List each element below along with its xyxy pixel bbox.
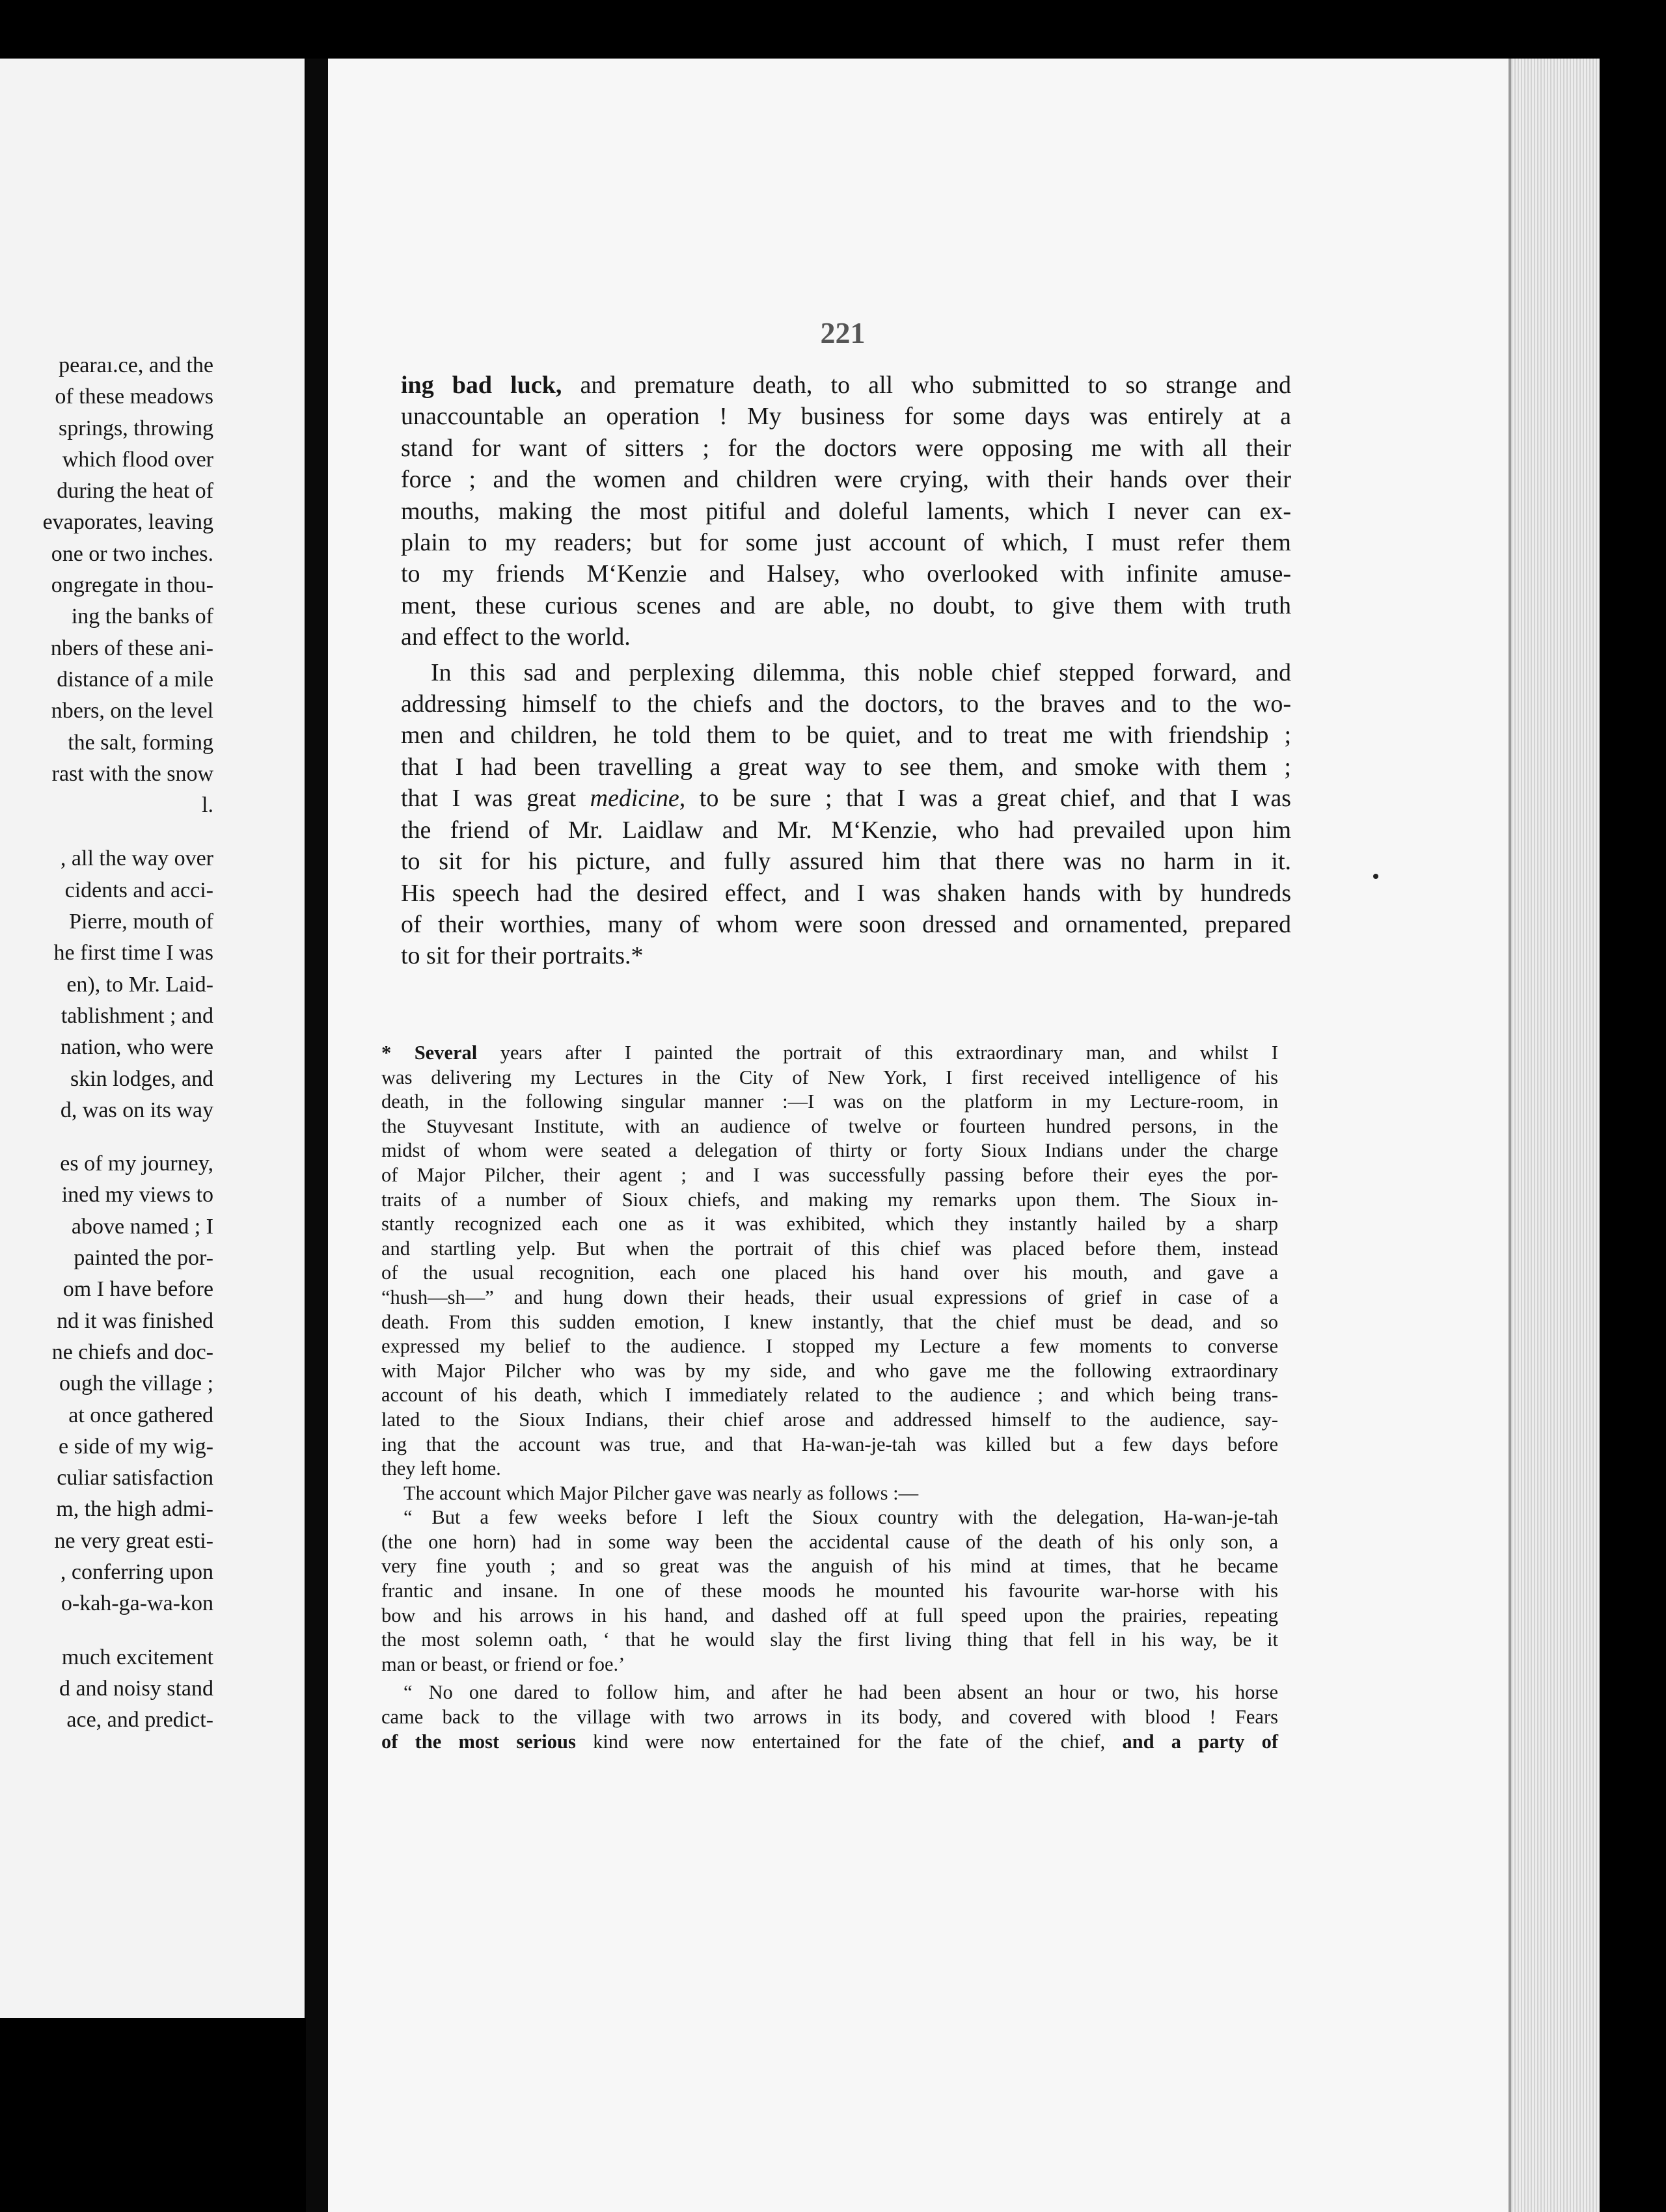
text-line: nation, who were [60,1035,213,1060]
footnote-line: traits of a number of Sioux chiefs, and making my remarks upon them. The Sioux in- [381,1188,1278,1211]
footnote-line: they left home. [381,1457,501,1480]
text-line: nd it was finished [57,1308,213,1333]
paragraph-gap [0,821,213,843]
text-line: men and children, he told them to be quiet, and to treat me with friendship ; [401,722,1291,749]
footnote-line: was delivering my Lectures in the City of New York, I first received intelligence of his [381,1066,1278,1088]
text-line: ment, these curious scenes and are able, no doubt, to give them with truth [401,591,1291,619]
footnote-line: stantly recognized each one as it was exhibited, which they instantly hailed by a sharp [381,1213,1278,1235]
footnote-line: lated to the Sioux Indians, their chief arose and addressed himself to the audience, say- [381,1408,1278,1431]
footnote-line: frantic and insane. In one of these moods he mounted his favourite war-horse with his [381,1580,1278,1602]
text-line: the salt, forming [68,730,213,755]
text-line: which flood over [62,447,213,472]
text-line: l. [202,793,213,818]
footnote-line: “ No one dared to follow him, and after he had been absent an hour or two, his horse [403,1681,1278,1704]
text-line: mouths, making the most pitiful and doleful laments, which I never can ex- [401,497,1291,525]
text-line: tablishment ; and [61,1003,213,1028]
footnote-line: bow and his arrows in his hand, and dashed off at full speed upon the prairies, repeating [381,1604,1278,1626]
footnote-line: and startling yelp. But when the portrait of this chief was placed before them, instead [381,1237,1278,1260]
text-line: that I had been travelling a great way to see them, and smoke with them ; [401,753,1291,781]
scan-border-bottom-left [0,2018,306,2212]
footnote-line: ing that the account was true, and that Ha-wan-je-tah was killed but a few days before [381,1433,1278,1455]
text-line: pearaı.ce, and the [59,353,213,377]
text-line: painted the por- [74,1246,213,1271]
text-line: culiar satisfaction [57,1466,213,1490]
scan-speck [1373,874,1378,879]
text-line: springs, throwing [59,416,213,440]
text-line: d and noisy stand [59,1676,213,1701]
text-line: during the heat of [57,479,213,504]
text-line: o-kah-ga-wa-kon [61,1591,213,1616]
footnote-line: * Several years after I painted the portrait of this extraordinary man, and whilst I [381,1042,1278,1064]
text-line: of these meadows [55,384,213,409]
text-line: ing the banks of [71,604,213,629]
footnote-line: midst of whom were seated a delegation of thirty or forty Sioux Indians under the charge [381,1139,1278,1162]
text-line: unaccountable an operation ! My business for some days was entirely at a [401,403,1291,431]
text-line: to sit for their portraits.* [401,942,644,970]
text-line: plain to my readers; but for some just account of which, I must refer them [401,529,1291,557]
footnote-line: expressed my belief to the audience. I stopped my Lecture a few moments to converse [381,1335,1278,1358]
text-line: m, the high admi- [56,1497,213,1522]
text-line: nbers, on the level [51,699,213,723]
text-line: ace, and predict- [66,1708,213,1733]
text-line: es of my journey, [60,1152,213,1176]
page-edges [1509,59,1602,2212]
footnote-line: “hush—sh—” and hung down their heads, their usual expressions of grief in case of a [381,1286,1278,1308]
text-line: om I have before [62,1277,213,1302]
main-text [401,370,1291,972]
facing-page-left [0,59,311,2018]
footnote-line: the Stuyvesant Institute, with an audience of twelve or fourteen hundred persons, in the [381,1114,1278,1137]
text-line: ne very great esti- [54,1528,213,1553]
text-line: evaporates, leaving [42,510,213,535]
text-line: In this sad and perplexing dilemma, this noble chief stepped forward, and [431,658,1291,686]
text-line: stand for want of sitters ; for the doctors were opposing me with all their [401,434,1291,462]
text-line: skin lodges, and [70,1066,213,1091]
text-line: Pierre, mouth of [69,910,213,934]
text-line: , all the way over [60,846,213,871]
text-line: ing bad luck, and premature death, to all who submitted to so strange and [401,371,1291,399]
text-line: addressing himself to the chiefs and the doctors, to the braves and to the wo- [401,690,1291,718]
text-line: at once gathered [68,1403,213,1427]
footnote-line: (the one horn) had in some way been the accidental cause of the death of his only son, a [381,1530,1278,1553]
text-line: one or two inches. [51,541,213,566]
book-gutter [306,59,331,2212]
footnote-line: man or beast, or friend or foe.’ [381,1652,625,1675]
facing-page-text [0,350,213,1736]
footnote-line: of Major Pilcher, their agent ; and I was successfully passing before their eyes the por- [381,1163,1278,1186]
text-line: to sit for his picture, and fully assured him that there was no harm in it. [401,848,1291,876]
text-line: distance of a mile [57,667,213,692]
text-line: above named ; I [71,1214,213,1239]
scan-border-top [0,0,1666,59]
paragraph-gap [0,1126,213,1148]
scan-border-right [1600,0,1666,2212]
footnote-line: of the most serious kind were now entertained for the fate of the chief, and a party of [381,1730,1279,1753]
text-line: ined my views to [61,1183,213,1207]
text-line: e side of my wig- [59,1434,213,1459]
footnote-line: very fine youth ; and so great was the anguish of his mind at times, that he became [381,1555,1278,1578]
text-line: ongregate in thou- [51,573,213,598]
text-line: much excitement [61,1645,213,1669]
footnote-line: account of his death, which I immediately related to the audience ; and which being trans- [381,1384,1278,1407]
page-number: 221 [820,316,866,349]
text-line: that I was great medicine, to be sure ; that I was a great chief, and that I was [401,785,1291,813]
footnote-line: The account which Major Pilcher gave was nearly as follows :— [403,1481,919,1504]
text-line: nbers of these ani- [50,636,213,660]
footnote [381,1041,1278,1754]
footnote-line: “ But a few weeks before I left the Sioux country with the delegation, Ha-wan-je-tah [403,1506,1278,1529]
text-line: the friend of Mr. Laidlaw and Mr. M‘Kenzie, who had prevailed upon him [401,816,1291,844]
footnote-line: with Major Pilcher who was by my side, and who gave me the following extraordinary [381,1359,1278,1382]
footnote-line: the most solemn oath, ‘ that he would slay the first living thing that fell in his way, be it [381,1628,1278,1651]
text-line: of their worthies, many of whom were soon dressed and ornamented, prepared [401,910,1291,938]
text-line: to my friends M‘Kenzie and Halsey, who overlooked with infinite amuse- [401,560,1291,588]
text-line: , conferring upon [60,1559,213,1584]
paragraph-gap [0,1620,213,1642]
text-line: and effect to the world. [401,623,631,651]
text-line: rast with the snow [51,761,213,786]
text-line: he first time I was [53,941,213,965]
text-line: ne chiefs and doc- [51,1340,213,1364]
footnote-line: of the usual recognition, each one placed his hand over his mouth, and gave a [381,1261,1278,1284]
text-line: cidents and acci- [64,878,213,902]
footnote-line: came back to the village with two arrows in its body, and covered with blood ! Fears [381,1706,1278,1729]
text-line: ough the village ; [59,1371,213,1396]
text-line: en), to Mr. Laid- [66,972,213,997]
footnote-line: death, in the following singular manner :—I was on the platform in my Lecture-room, in [381,1090,1278,1113]
text-line: force ; and the women and children were crying, with their hands over their [401,466,1291,494]
text-line: His speech had the desired effect, and I was shaken hands with by hundreds [401,879,1291,907]
footnote-line: death. From this sudden emotion, I knew instantly, that the chief must be dead, and so [381,1310,1278,1333]
text-line: d, was on its way [60,1098,213,1122]
